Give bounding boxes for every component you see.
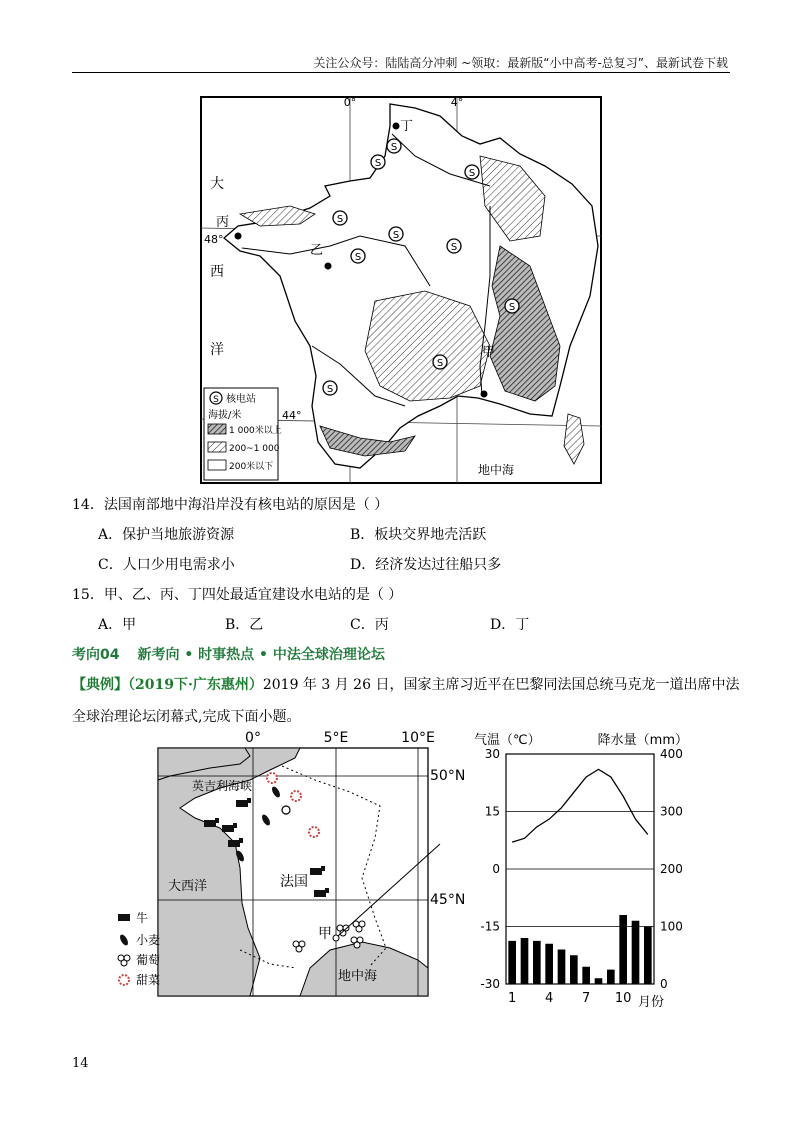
- svg-text:S: S: [213, 395, 219, 405]
- place-dot-bing: [235, 233, 242, 240]
- q15-option-c[interactable]: C．丙: [350, 617, 389, 633]
- place-yi: 乙: [310, 243, 324, 258]
- legend-wheat: 小麦: [136, 933, 161, 947]
- q14-stem: 14．法国南部地中海沿岸没有核电站的原因是（ ）: [72, 497, 389, 513]
- precip-bar: [558, 950, 566, 985]
- precip-bar: [632, 921, 640, 984]
- place-dot-yi: [325, 263, 332, 270]
- legend-beet: 甜菜: [136, 973, 161, 987]
- legend-cattle-icon: [118, 914, 130, 921]
- section-heading: [72, 644, 403, 664]
- precip-bar: [595, 978, 603, 984]
- svg-text:S: S: [390, 142, 398, 153]
- meridian-0-label: 0°: [343, 96, 357, 109]
- precip-bar: [521, 938, 529, 984]
- section-number: 考向04: [72, 647, 120, 663]
- chart-ytick-right: 300: [660, 804, 683, 819]
- precip-bar: [533, 941, 541, 984]
- france-relief-map: [200, 96, 602, 484]
- q14-option-c[interactable]: C．人口少用电需求小: [98, 557, 235, 573]
- q14-option-b[interactable]: B．板块交界地壳活跃: [350, 527, 487, 543]
- chart-ytick-left: 30: [484, 747, 500, 761]
- section-title: 新考向 • 时事热点 • 中法全球治理论坛: [137, 647, 385, 663]
- header-rule: [72, 72, 730, 73]
- map2-sea-label: 地中海: [338, 969, 378, 984]
- q14-option-d[interactable]: D．经济发达过往船只多: [350, 557, 502, 573]
- nuclear-plant-icon: [389, 227, 403, 241]
- map2-legend: [118, 910, 160, 987]
- example-line-1: [72, 674, 739, 694]
- page-number: 14: [72, 1056, 89, 1071]
- precip-bar: [582, 967, 590, 984]
- place-jia: 甲: [482, 345, 496, 360]
- chart-ytick-right: 0: [660, 977, 668, 991]
- legend-wheat-icon: [118, 933, 129, 946]
- q15-option-d[interactable]: D．丁: [490, 617, 530, 633]
- chart-ytick-left: 0: [492, 862, 500, 876]
- map2-channel-label: 英吉利海峡: [192, 779, 253, 793]
- legend-cattle: 牛: [136, 911, 149, 925]
- lat-48-label: 48°: [204, 233, 224, 246]
- nuclear-plant-icon: [351, 249, 365, 263]
- ocean-char-3: 洋: [210, 342, 224, 358]
- chart-ytick-left: -15: [480, 919, 500, 934]
- sea-label: 地中海: [478, 463, 515, 477]
- ocean-char-2: 西: [210, 264, 224, 280]
- q15-stem: 15．甲、乙、丙、丁四处最适宜建设水电站的是（ ）: [72, 587, 403, 603]
- beet-icon: [309, 827, 319, 837]
- beet-icon: [291, 791, 301, 801]
- nuclear-plant-icon: [505, 299, 519, 313]
- legend-mid: 200~1 000: [229, 444, 280, 454]
- nuclear-plant-icon: [433, 355, 447, 369]
- map2-lon-5: 5°E: [323, 730, 349, 746]
- france-agriculture-map: [100, 728, 466, 998]
- map2-place-jia: 甲: [318, 926, 332, 942]
- chart-ytick-right: 400: [660, 747, 683, 761]
- place-bing: 丙: [216, 215, 230, 230]
- place-dot-ding: [393, 123, 400, 130]
- nuclear-plant-icon: [333, 211, 347, 225]
- q15-option-a[interactable]: A．甲: [98, 617, 137, 633]
- precip-bar: [644, 927, 652, 985]
- chart-xtick: 10: [614, 991, 632, 1006]
- chart-ytick-right: 100: [660, 919, 683, 934]
- precip-bar: [545, 944, 553, 984]
- legend-swatch-mid: [208, 442, 226, 452]
- svg-text:S: S: [354, 252, 362, 263]
- map2-lon-10: 10°E: [401, 730, 435, 746]
- svg-text:S: S: [374, 158, 382, 169]
- page-header: 关注公众号：陆陆高分冲刺 ~领取：最新版“小中高考-总复习”、最新试卷下载: [313, 56, 728, 70]
- example-line-2: 全球治理论坛闭幕式,完成下面小题。: [72, 709, 301, 725]
- nuclear-plant-icon: [447, 239, 461, 253]
- chart-ytick-right: 200: [660, 862, 683, 876]
- chart-xlabel: 月份: [638, 995, 665, 1010]
- svg-text:S: S: [508, 302, 516, 313]
- precip-bar: [508, 941, 516, 984]
- chart-xtick: 1: [508, 991, 517, 1006]
- legend-nuclear: 核电站: [226, 394, 256, 405]
- example-tag: 【典例】: [72, 677, 128, 693]
- legend-grape-icon: [118, 955, 130, 966]
- svg-text:S: S: [392, 230, 400, 241]
- q14-option-a[interactable]: A．保护当地旅游资源: [98, 527, 235, 543]
- legend-grape: 葡萄: [136, 953, 161, 967]
- map2-country-label: 法国: [280, 874, 308, 890]
- legend-swatch-high: [208, 424, 226, 434]
- example-source: （2019下·广东惠州）: [128, 677, 263, 693]
- chart-ytick-left: -30: [480, 977, 500, 991]
- nuclear-plant-icon: [323, 381, 337, 395]
- example-text-1: 2019 年 3 月 26 日，国家主席习近平在巴黎同法国总统马克龙一道出席中法: [262, 677, 740, 693]
- nuclear-plant-icon: [387, 139, 401, 153]
- climate-chart: [448, 730, 694, 1012]
- nuclear-plant-icon: [465, 165, 479, 179]
- map1-legend: [204, 388, 282, 480]
- legend-high: 1 000米以上: [229, 426, 282, 436]
- legend-swatch-low: [208, 460, 226, 470]
- chart-ylabel-right: 降水量（mm）: [597, 733, 688, 748]
- svg-text:S: S: [336, 214, 344, 225]
- legend-beet-icon: [119, 975, 129, 985]
- svg-text:S: S: [468, 168, 476, 179]
- precip-bar: [619, 915, 627, 984]
- svg-text:S: S: [436, 358, 444, 369]
- chart-ylabel-left: 气温（℃）: [474, 733, 541, 748]
- map2-ocean-label: 大西洋: [168, 879, 208, 894]
- ocean-char-1: 大: [210, 176, 224, 192]
- nuclear-plant-icon: [371, 155, 385, 169]
- precip-bar: [607, 970, 615, 984]
- q15-option-b[interactable]: B．乙: [225, 617, 264, 633]
- meridian-4-label: 4°: [450, 96, 464, 109]
- beet-icon: [267, 773, 277, 783]
- lat-44-label: 44°: [282, 409, 302, 422]
- map2-city-marker: [282, 806, 290, 814]
- chart-ytick-left: 15: [484, 804, 500, 819]
- map2-lon-0: 0°: [245, 730, 261, 746]
- map2-lat-45: 45°N: [430, 892, 466, 908]
- chart-xtick: 4: [545, 991, 554, 1006]
- place-ding: 丁: [400, 119, 414, 134]
- legend-elev-title: 海拔/米: [208, 410, 242, 421]
- place-dot-jia: [481, 391, 488, 398]
- chart-xtick: 7: [582, 991, 591, 1006]
- map2-lat-50: 50°N: [430, 768, 466, 784]
- precip-bar: [570, 955, 578, 984]
- legend-low: 200米以下: [229, 462, 274, 472]
- svg-text:S: S: [450, 242, 458, 253]
- svg-text:S: S: [326, 384, 334, 395]
